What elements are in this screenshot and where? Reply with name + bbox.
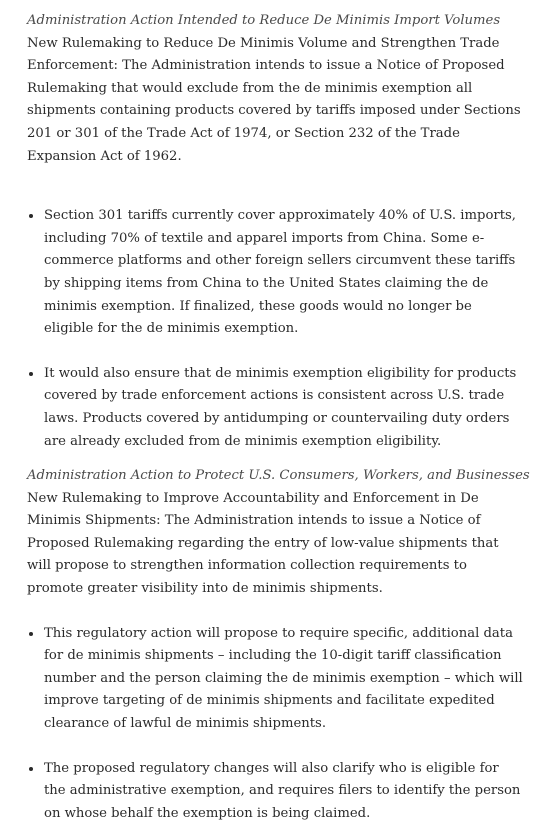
section-1-bullet-list bbox=[27, 205, 524, 453]
list-item-text: Section 301 tariffs currently cover approximately 40% of U.S. imports, including 70% of textile and apparel imports from China. Some e-commerce platforms and other foreign sellers circumvent these tariffs by shipping items from China to the United States claiming the de minimis exemption. If finalized, these goods would no longer be eligible for the de minimis exemption. bbox=[44, 208, 516, 337]
bullet-icon bbox=[29, 372, 33, 376]
list-item bbox=[27, 623, 524, 736]
bullet-icon bbox=[29, 214, 33, 218]
list-item-text: The proposed regulatory changes will also clarify who is eligible for the administrative exemption, and requires filers to identify the person on whose behalf the exemption is being claimed. bbox=[44, 760, 521, 821]
list-item bbox=[27, 758, 524, 825]
section-1-heading: Administration Action Intended to Reduce De Minimis Import Volumes bbox=[27, 13, 501, 28]
section-2-heading: Administration Action to Protect U.S. Consumers, Workers, and Businesses bbox=[27, 468, 530, 484]
section-2-paragraph: New Rulemaking to Improve Accountability and Enforcement in De Minimis Shipments: The Administration intends to issue a Notice of Proposed Rulemaking regarding the entry of low-value shipments that will propose to strengthen information collection requirements to promote greater visibility into de minimis shipments. bbox=[27, 490, 499, 597]
list-item-text: This regulatory action will propose to require specific, additional data for de minimis shipments – including the 10-digit tariff classification number and the person claiming the de minimis exemption – which will improve targeting of de minimis shipments and facilitate expedited clearance of lawful de minimis shipments. bbox=[44, 625, 523, 732]
list-item-text: It would also ensure that de minimis exemption eligibility for products covered by trade enforcement actions is consistent across U.S. trade laws. Products covered by antidumping or countervailing duty orders are already excluded from de minimis exemption eligibility. bbox=[44, 365, 517, 449]
bullet-icon bbox=[29, 767, 33, 771]
bullet-icon bbox=[29, 632, 33, 636]
list-item bbox=[27, 363, 524, 453]
list-item bbox=[27, 205, 524, 341]
section-2-bullet-list bbox=[27, 623, 524, 825]
section-1-paragraph: New Rulemaking to Reduce De Minimis Volume and Strengthen Trade Enforcement: The Administration intends to issue a Notice of Proposed Rulemaking that would exclude from the de minimis exemption all shipments containing products covered by tariffs imposed under Sections 201 or 301 of the Trade Act of 1974, or Section 232 of the Trade Expansion Act of 1962. bbox=[27, 35, 521, 164]
